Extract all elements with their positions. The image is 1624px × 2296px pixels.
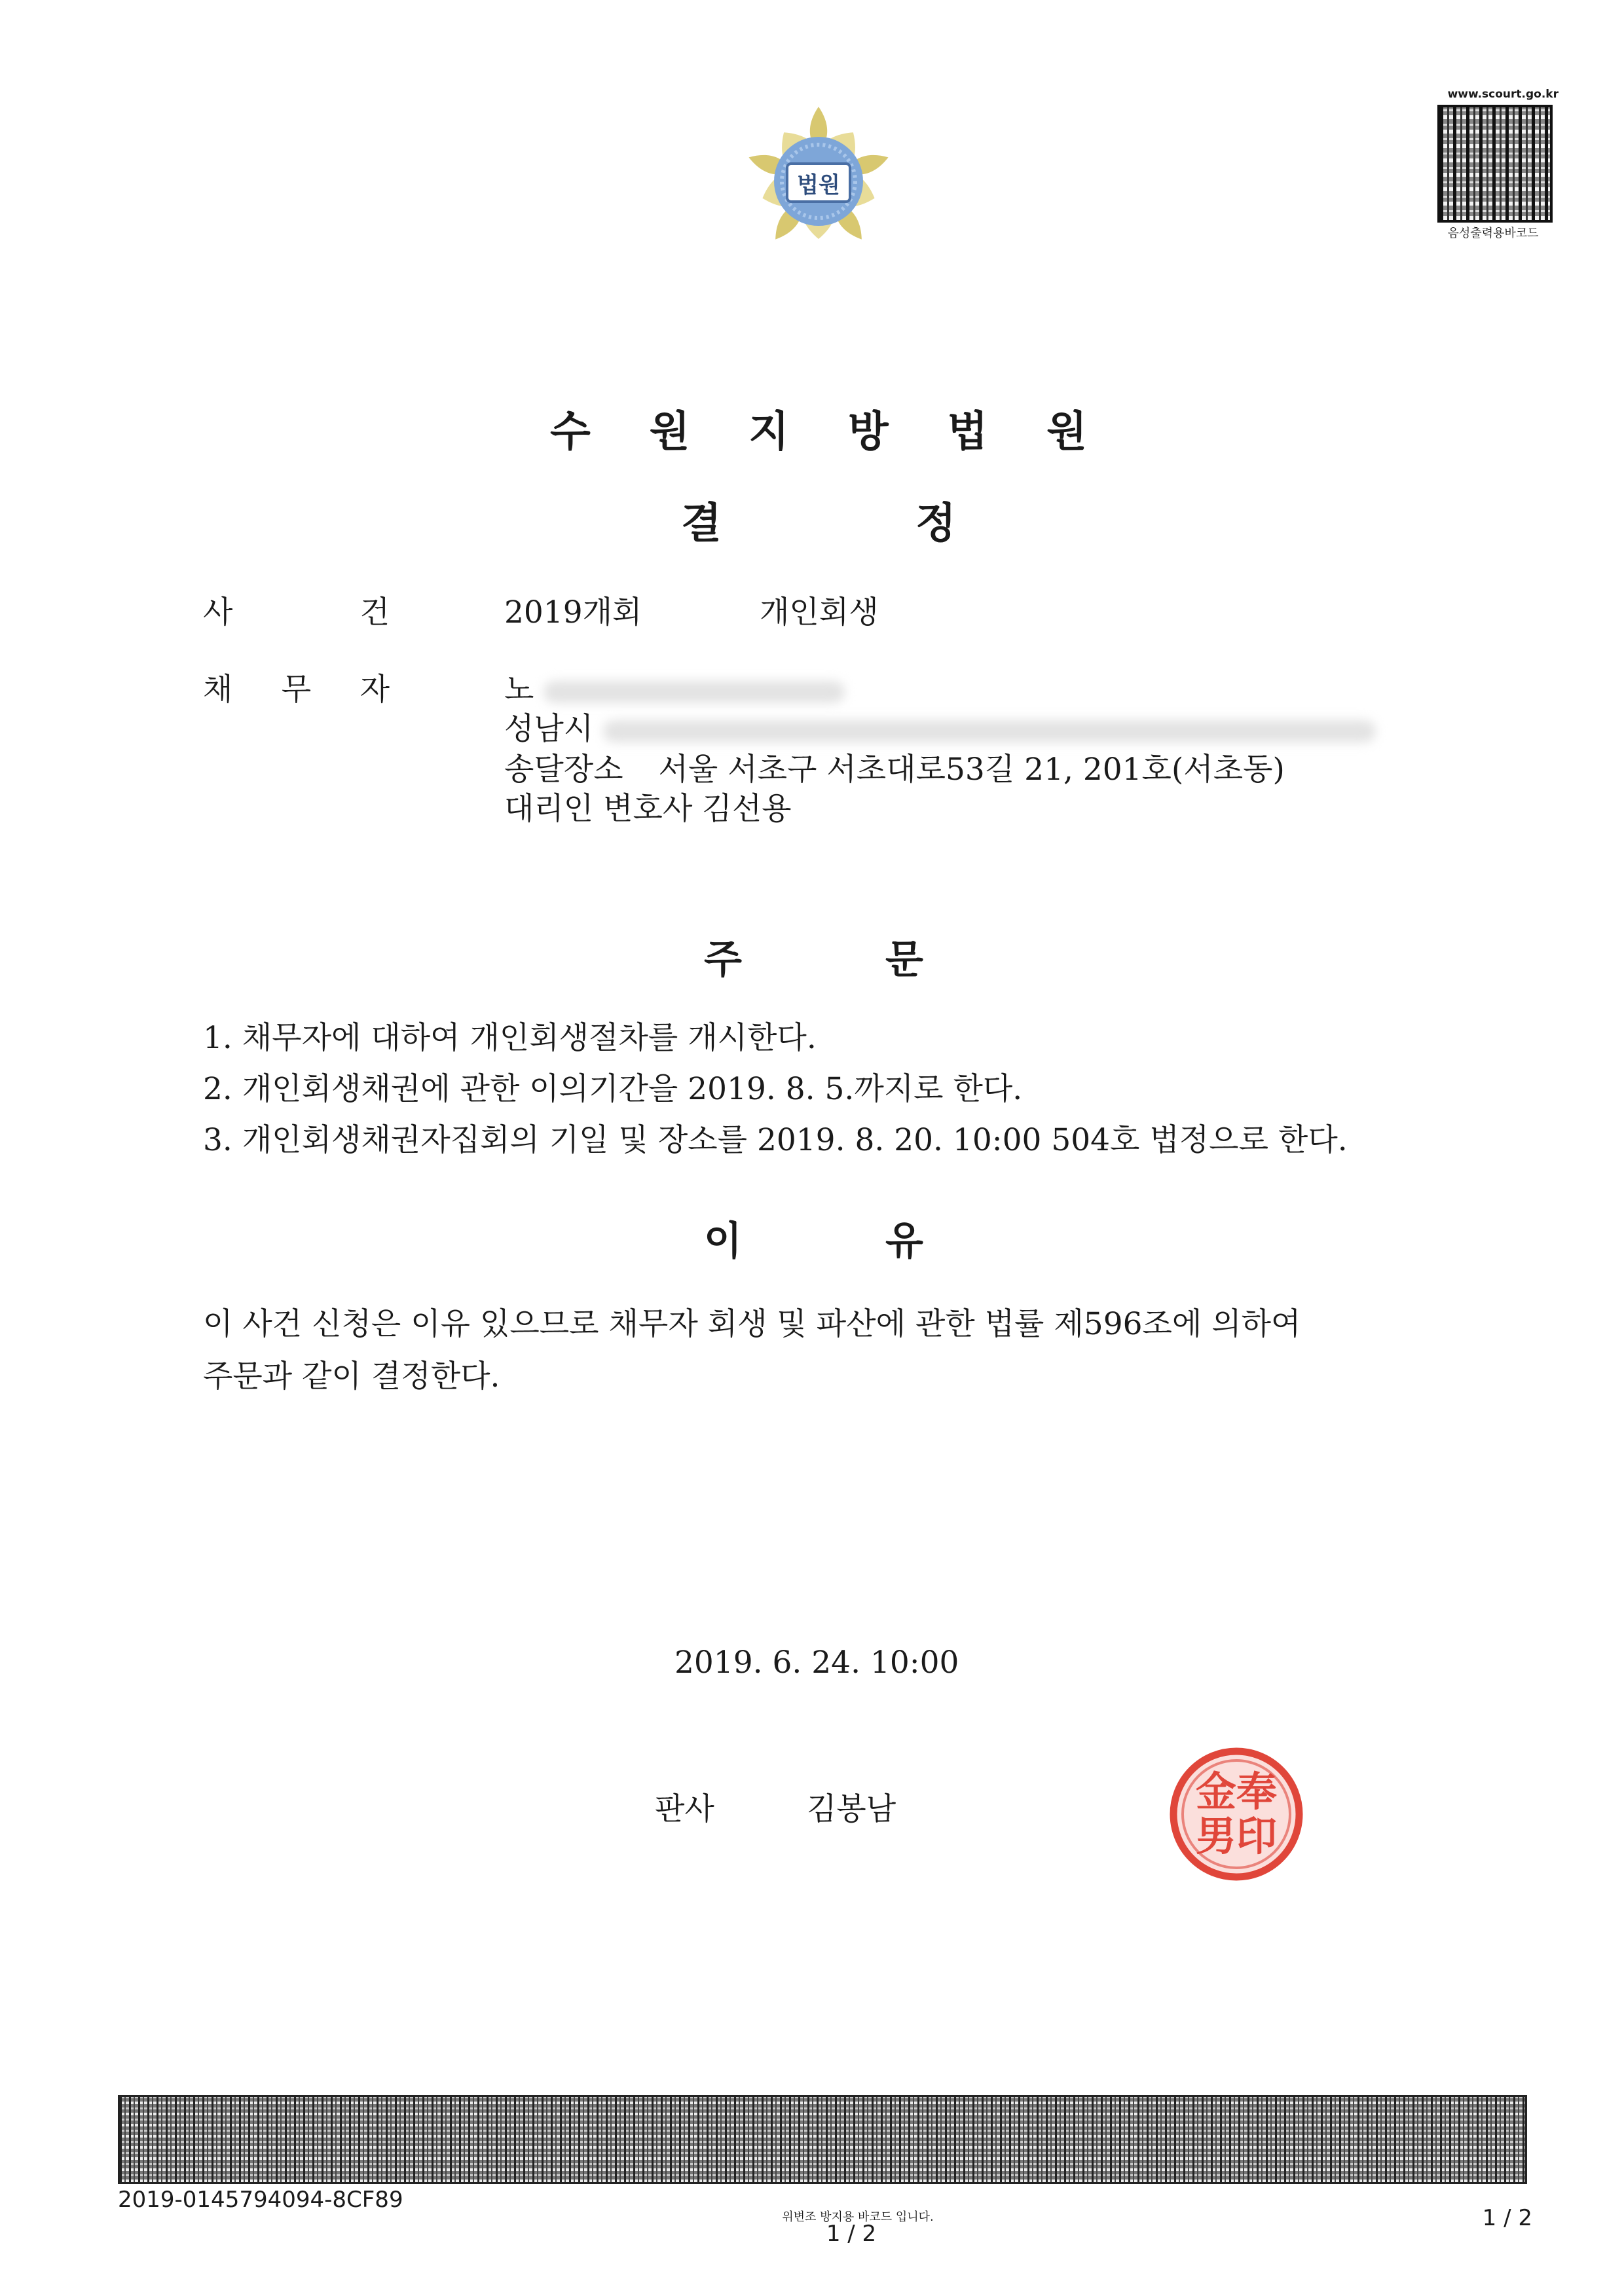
reason-heading-char: 이: [704, 1218, 742, 1264]
order-heading: [704, 928, 923, 985]
order-item-2: 2. 개인회생채권에 관한 이의기간을 2019. 8. 5.까지로 한다.: [203, 1071, 1023, 1107]
court-name-char: 지: [748, 407, 790, 456]
case-label-char: 사: [203, 594, 233, 630]
order-heading-char: 주: [704, 937, 742, 983]
reason-heading-char: 유: [885, 1218, 923, 1264]
decision-date: 2019. 6. 24. 10:00: [674, 1645, 959, 1681]
court-name-char: 수: [550, 407, 591, 456]
case-number: 2019개회: [504, 594, 642, 630]
case-type: 개인회생: [760, 594, 879, 630]
judge-seal: [1167, 1745, 1306, 1884]
debtor-name-text: 노: [504, 672, 534, 708]
redaction: [544, 681, 845, 703]
page-number-right: 1 / 2: [1482, 2205, 1532, 2231]
delivery-label: 송달장소: [504, 752, 623, 788]
court-name-char: 법: [947, 407, 988, 456]
reason-line-1: 이 사건 신청은 이유 있으므로 채무자 회생 및 파산에 관한 법률 제596조에 의하여: [203, 1306, 1301, 1342]
debtor-label: [203, 665, 390, 709]
case-label: [203, 588, 390, 632]
court-name: [550, 398, 1087, 458]
reason-heading: [704, 1210, 923, 1266]
delivery-address: 서울 서초구 서초대로53길 21, 201호(서초동): [658, 752, 1285, 788]
document-type-char: 정: [915, 499, 956, 548]
qr-site-url: www.scourt.go.kr: [1447, 88, 1559, 101]
court-emblem: [740, 101, 897, 259]
debtor-label-char: 자: [360, 672, 390, 708]
debtor-label-char: 무: [281, 672, 312, 708]
court-name-char: 원: [1046, 407, 1087, 456]
order-item-3: 3. 개인회생채권자집회의 기일 및 장소를 2019. 8. 20. 10:00 504호 법정으로 한다.: [203, 1122, 1348, 1158]
qr-code: [1437, 105, 1553, 223]
debtor-address: [504, 704, 1376, 748]
debtor-agent: 대리인 변호사 김선용: [504, 791, 792, 827]
debtor-address-text: 성남시: [504, 711, 604, 747]
barcode-caption: 위변조 방지용 바코드 입니다.: [782, 2210, 934, 2224]
page-number-center: 1 / 2: [826, 2221, 877, 2247]
document-type-char: 결: [681, 499, 722, 548]
court-name-char: 방: [847, 407, 889, 456]
reason-line-2: 주문과 같이 결정한다.: [203, 1358, 500, 1394]
anti-forgery-barcode: [118, 2095, 1527, 2184]
case-label-char: 건: [360, 594, 390, 630]
seal-text: 金奉男印: [1195, 1768, 1277, 1860]
debtor-label-char: 채: [203, 672, 233, 708]
debtor-name: [504, 665, 845, 709]
order-item-1: 1. 채무자에 대하여 개인회생절차를 개시한다.: [203, 1020, 817, 1056]
qr-caption: 음성출력용바코드: [1447, 227, 1539, 240]
document-id: 2019-0145794094-8CF89: [118, 2187, 403, 2213]
order-heading-char: 문: [885, 937, 923, 983]
emblem-text: 법원: [797, 172, 840, 198]
redaction: [603, 720, 1376, 742]
court-name-char: 원: [649, 407, 690, 456]
delivery-line: [504, 745, 1285, 789]
judge-title: 판사: [655, 1791, 714, 1827]
judge-name: 김봉남: [807, 1791, 896, 1827]
document-type: [681, 490, 956, 550]
